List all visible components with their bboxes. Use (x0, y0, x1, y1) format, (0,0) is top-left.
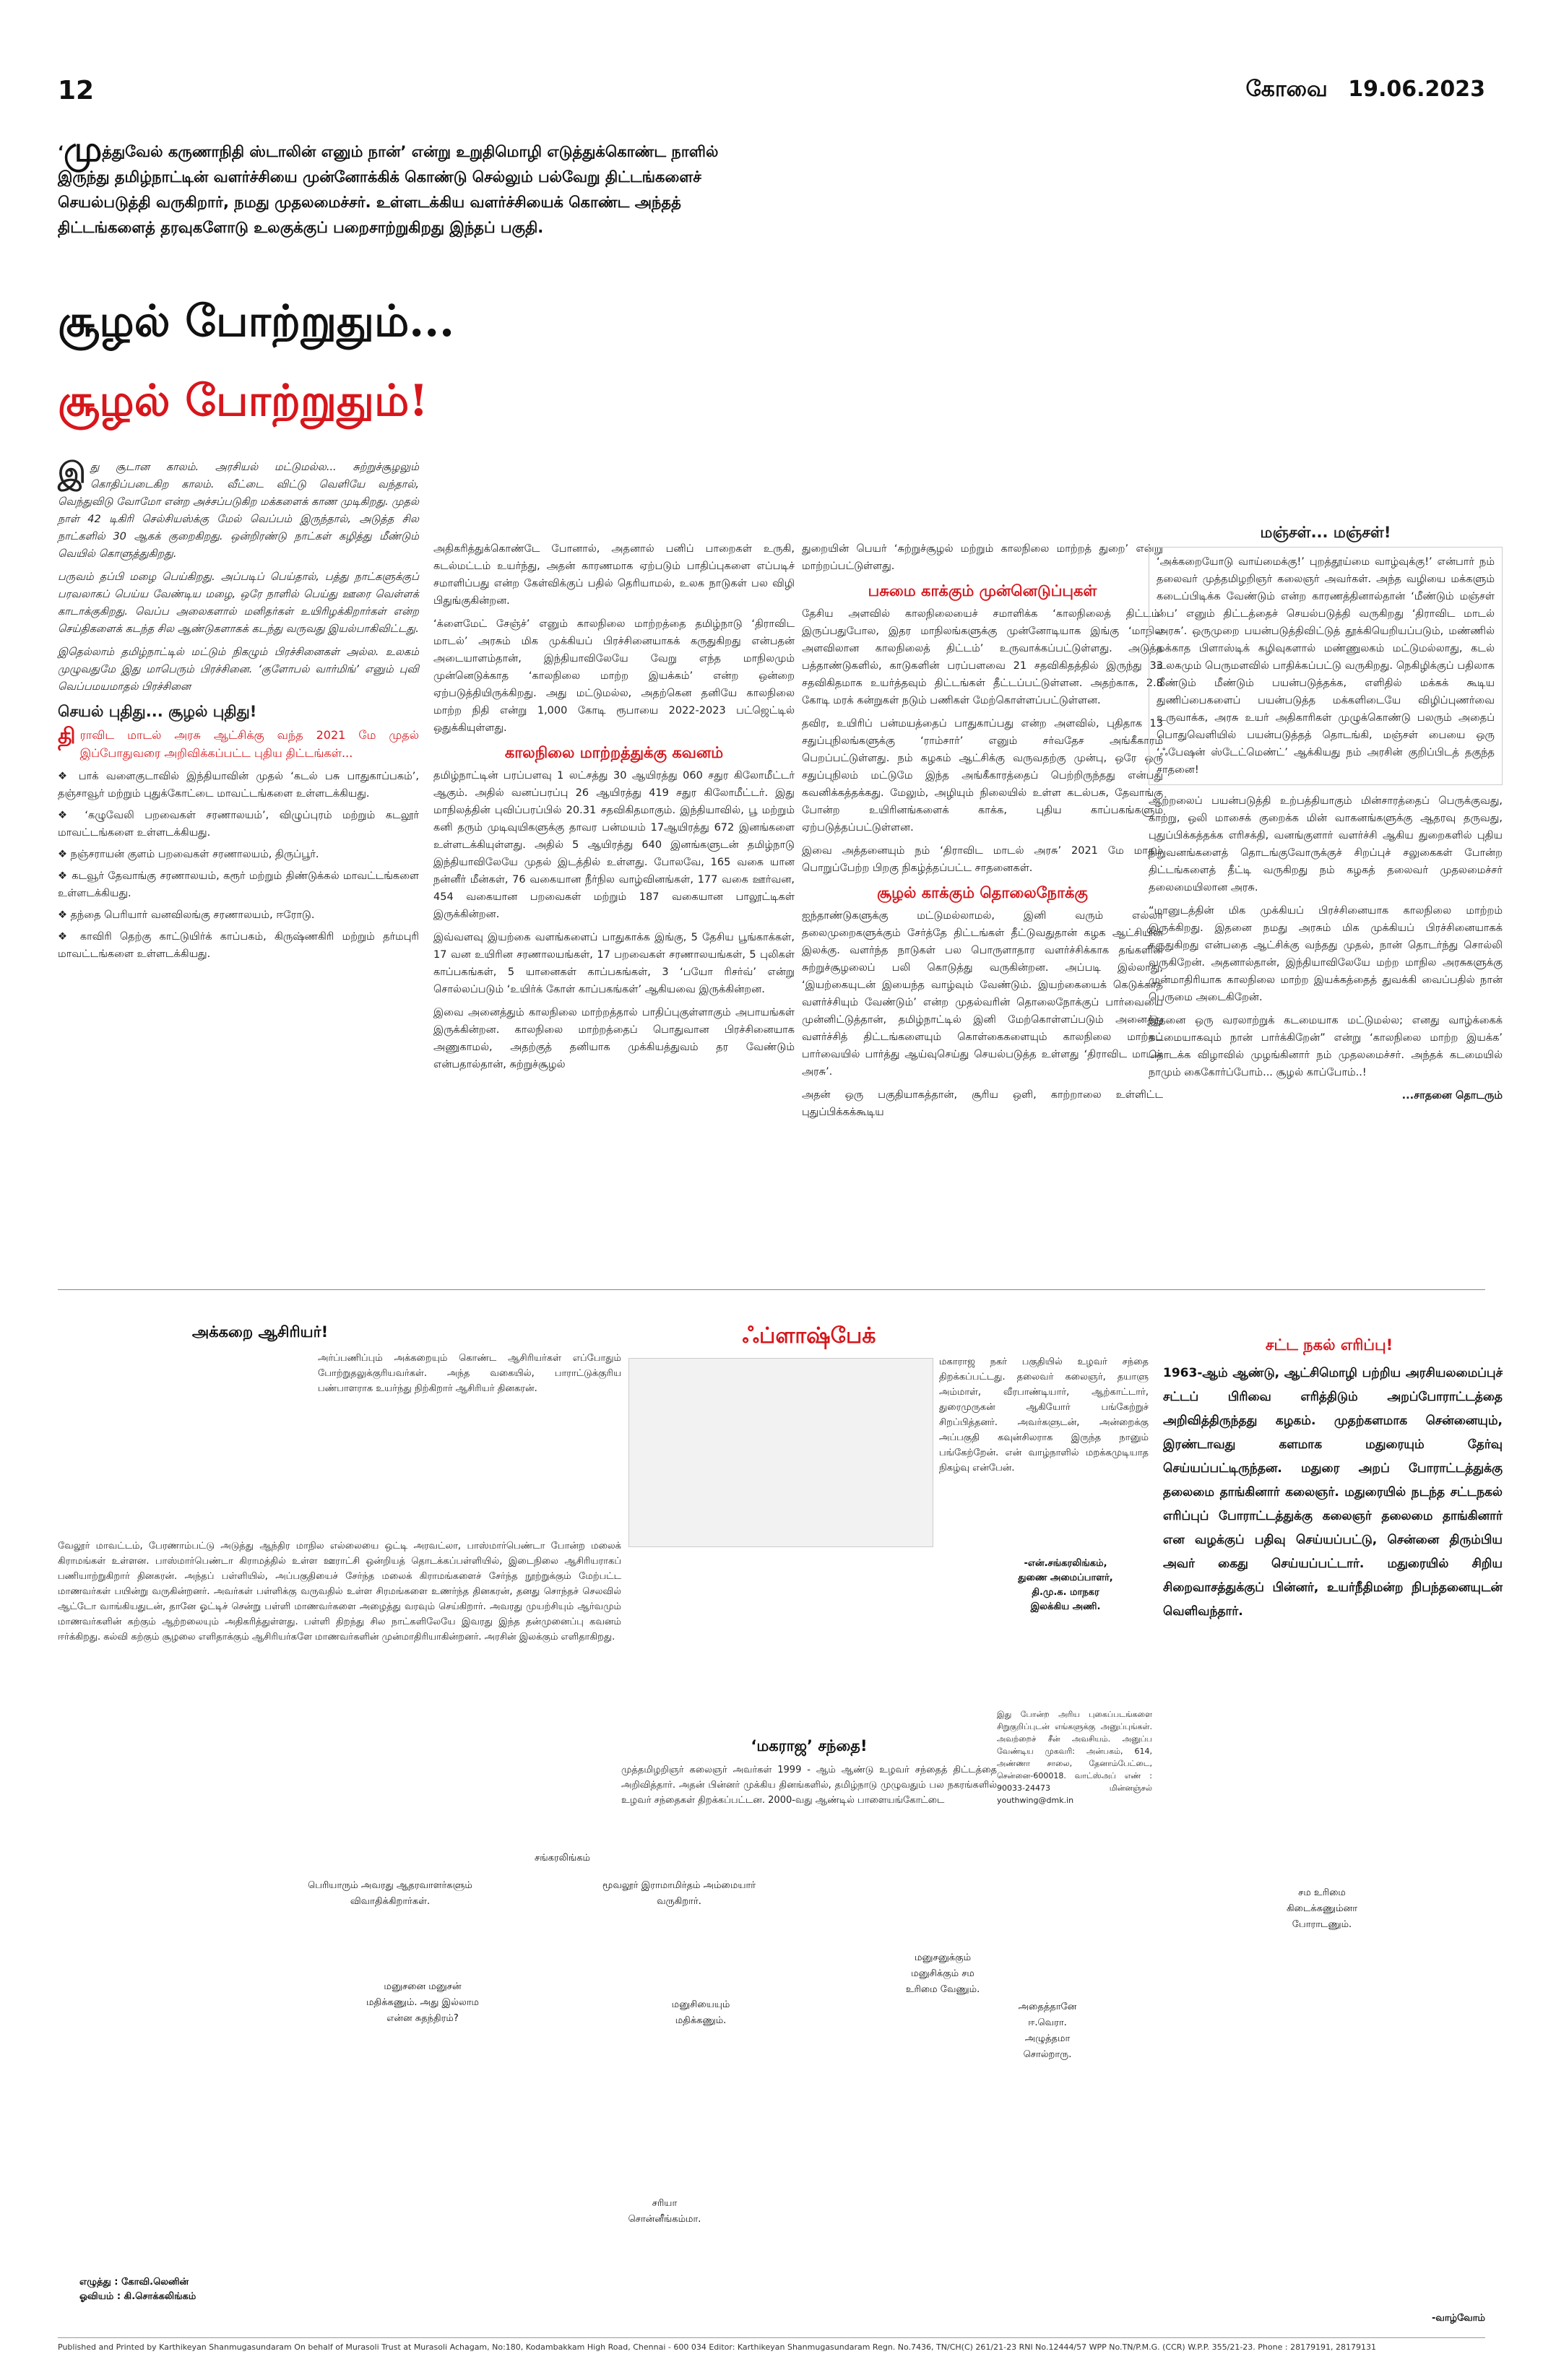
article-column-1 (58, 456, 419, 967)
flashback-photo (628, 1358, 933, 1547)
col3-para-0: துறையின் பெயர் ‘சுற்றுச்சூழல் மற்றும் காலநிலை மாற்றத் துறை’ என்று மாற்றப்பட்டுள்ளது. (802, 543, 1163, 572)
col4-para-3: இதனை ஒரு வரலாற்றுக் கடமையாக மட்டுமல்ல; எனது வாழ்க்கைக் கடமையாகவும் நான் பார்க்கிறேன்” என்று ‘காலநிலை மாற்ற இயக்க’ தொடக்க விழாவில் முழங்கினார் நம் முதலமைச்சர். அந்தக் கடமையில் நாமும் கைகோர்ப்போம்... சூழல் காப்போம்..! (1149, 1015, 1503, 1078)
yellow-bag-box (1149, 547, 1503, 785)
flashback-heading: ஃப்ளாஷ்பேக் (742, 1323, 876, 1349)
intro-paragraph (58, 129, 751, 241)
credit-artist: ஓவியம் : கி.சொக்கலிங்கம் (79, 2291, 196, 2302)
intro-text: த்துவேல் கருணாநிதி ஸ்டாலின் எனும் நான்’ என்று உறுதிமொழி எடுத்துக்கொண்ட நாளில் இருந்து தமிழ்நாட்டின் வளர்ச்சியை முன்னோக்கிக் கொண்டு செல்லும் பல்வேறு திட்டங்களைச் செயல்படுத்தி வருகிறார், நமது முதலமைச்சர். உள்ளடக்கிய வளர்ச்சியைக் கொண்ட அந்தத் திட்டங்களைத் தரவுகளோடு உலகுக்குப் பறைசாற்றுகிறது இந்தப் பகுதி. (58, 143, 719, 236)
section-heading-new-action: செயல் புதிது... சூழல் புதிது! (58, 703, 257, 720)
issue-date: 19.06.2023 (1348, 77, 1485, 102)
photo-caption-name: சங்கரலிங்கம் (535, 1853, 591, 1864)
flashback-signature: -என்.சங்கரலிங்கம், துணை அமைப்பாளர், தி.மு.க. மாநகர இலக்கிய அணி. (1018, 1558, 1113, 1612)
intro-drop: மு (63, 129, 103, 170)
page-number: 12 (58, 76, 95, 105)
panel-heading-law: சட்ட நகல் எரிப்பு! (1265, 1336, 1393, 1354)
flashback-submit-note: இது போன்ற அரிய புகைப்படங்களை சிறுகுறிப்புடன் எங்களுக்கு அனுப்புங்கள். அவற்றைச் சீன் அவசியம். அனுப்ப வேண்டிய முகவரி: அன்பகம், 614, அண்ணா சாலை, தேனாம்பேட்டை, சென்னை-600018. வாட்ஸ்அப் எண் : 90033-24473 மின்னஞ்சல் youthwing@dmk.in (997, 1710, 1152, 1805)
section-heading-green: பசுமை காக்கும் முன்னெடுப்புகள் (868, 582, 1097, 600)
col3-para-1: தேசிய அளவில் காலநிலையைச் சமாளிக்க ‘காலநிலைத் திட்டம்’ இருப்பதுபோல, இதர மாநிலங்களுக்கு முன்னோடியாக இங்கு ‘மாநில அளவிலான காலநிலைத் திட்டம்’ உருவாக்கப்பட்டுள்ளது. அடுத்த பத்தாண்டுகளில், காடுகளின் பரப்பளவை 21 சதவிகிதத்தில் இருந்து 33 சதவிகிதமாக உயர்த்தவும் திட்டங்கள் தீட்டப்பட்டுள்ளன. அதற்காக, 2.8 கோடி மரக் கன்றுகள் நடும் பணிகள் மேற்கொள்ளப்பட்டுள்ளன. (802, 608, 1163, 706)
speech-bubble: மனுசியையும் மதிக்கணும். (671, 1999, 730, 2026)
col1-lead-drop: தி (58, 724, 76, 749)
teacher-story: வேலூர் மாவட்டம், பேரணாம்பட்டு அடுத்து ஆந்திர மாநில எல்லையை ஒட்டி அரவட்லா, பாஸ்மார்பெண்டா போன்ற மலைக் கிராமங்கள் உள்ளன. பாஸ்மார்பெண்டா கிராமத்தில் உள்ள ஊராட்சி ஒன்றியத் தொடக்கப்பள்ளியில், இடைநிலை ஆசிரியராகப் பணியாற்றுகிறார் தினகரன். அந்தப் பள்ளியில், அப்பகுதியைச் சேர்ந்த மலைக் கிராமங்களைச் சேர்ந்த நூற்றுக்கும் மேற்பட்ட மாணவர்கள் பயின்று வருகின்றனர். அவர்கள் பள்ளிக்கு வருவதில் உள்ள சிரமங்களை உணர்ந்த தினகரன், தனது சொந்தச் செலவில் ஆட்டோ வாங்கியதுடன், தானே ஓட்டிச் சென்று பள்ளி மாணவர்களை அழைத்து வரவும் செய்கிறார். அவரது முயற்சியும் ஆர்வமும் மாணவர்களின் கற்கும் ஆற்றலையும் அதிகரித்துள்ளது. பள்ளி திறந்து சில நாட்களிலேயே இவரது இந்த தன்முனைப்பு கவனம் ஈர்க்கிறது. கல்வி கற்கும் சூழலை எளிதாக்கும் ஆசிரியர்களே மாணவர்களின் முன்மாதிரியாகின்றனர். அரசின் இலக்கும் எளிதாகிறது. (58, 1541, 621, 1643)
teacher-intro: அர்ப்பணிப்பும் அக்கறையும் கொண்ட ஆசிரியர்கள் எப்போதும் போற்றுதலுக்குரியவர்கள். அந்த வகையில், பாராட்டுக்குரிய பண்பாளராக உயர்ந்து நிற்கிறார் ஆசிரியர் தினகரன். (318, 1353, 621, 1394)
col1-para-1: து சூடான காலம். அரசியல் மட்டுமல்ல... சுற்றுச்சூழலும் கொதிப்படைகிற காலம். வீட்டை விட்டு வெளியே வந்தால், வெந்துவிடு வோமோ என்ற அச்சப்படுகிற மக்களைக் காண முடிகிறது. முதல் நாள் 42 டிகிரி செல்சியஸ்க்கு மேல் வெப்பம் இருந்தால், அடுத்த சில நாட்களில் 30 ஆகக் குறைகிறது. ஒன்றிரண்டு நாட்கள் கழித்து மீண்டும் வெயில் கொளுத்துகிறது. (58, 462, 419, 560)
speech-bubble: மனுசனுக்கும் மனுசிக்கும் சம உரிமை வேணும். (905, 1952, 980, 1995)
col3-para-5: அதன் ஒரு பகுதியாகத்தான், சூரிய ஒளி, காற்றாலை உள்ளிட்ட புதுப்பிக்கக்கூடிய (802, 1089, 1163, 1118)
bullet-item: ❖ ‘கழுவேலி பறவைகள் சரணாலயம்’, விழுப்புரம் மற்றும் கடலூர் மாவட்டங்களை உள்ளடக்கியது. (58, 810, 419, 839)
col2-para-1: அதிகரித்துக்கொண்டே போனால், அதனால் பனிப் பாறைகள் உருகி, கடல்மட்டம் உயர்ந்து, அதன் காரணமாக ஏற்படும் பாதிப்புகளை எப்படிச் சமாளிப்பது என்ற கேள்விக்குப் பதில் தெரியாமல், உலக நாடுகள் பல விழி பிதுங்குகின்றன. (433, 543, 795, 607)
intro-quote: ‘ (58, 143, 64, 160)
comic-art-area (58, 1878, 1485, 2297)
credit-writer: எழுத்து : கோவி.லெனின் (79, 2277, 189, 2288)
col3-para-3: இவை அத்தனையும் நம் ‘திராவிட மாடல் அரசு’ 2021 மே மாதம் பொறுப்பேற்ற பிறகு நிகழ்த்தப்பட்ட சாதனைகள். (802, 845, 1163, 874)
section-heading-climate: காலநிலை மாற்றத்துக்கு கவனம் (504, 744, 724, 761)
col1-para-2: பருவம் தப்பி மழை பெய்கிறது. அப்படிப் பெய்தால், பத்து நாட்களுக்குப் பரவலாகப் பெய்ய வேண்டிய மழை, ஒரே நாளில் பெய்து ஊரை வெள்ளக் காடாக்குகிறது. வெப்ப அலைகளால் மனிதர்கள் உயிரிழக்கிறார்கள் என்ற செய்திகளைக் கடந்த சில ஆண்டுகளாகக் கடந்து வருவது இயல்பாகிவிட்டது. (58, 571, 419, 635)
flashback-text: மகாராஜ நகர் பகுதியில் உழவர் சந்தை திறக்கப்பட்டது. தலைவர் கலைஞர், தயாளு அம்மாள், வீரபாண்டியார், ஆற்காட்டார், துரைமுருகன் ஆகியோர் பங்கேற்றுச் சிறப்பித்தனர். அவர்களுடன், அன்றைக்கு அப்பகுதி கவுன்சிலராக இருந்த நானும் பங்கேற்றேன். என் வாழ்நாளில் மறக்கமுடியாத நிகழ்வு என்பேன். (939, 1356, 1149, 1474)
col3-para-2: தவிர, உயிரிப் பன்மயத்தைப் பாதுகாப்பது என்ற அளவில், புதிதாக 13 சதுப்புநிலங்களுக்கு ‘ராம்சார்’ எனும் சர்வதேச அங்கீகாரம் பெறப்பட்டுள்ளது. நம் கழகம் ஆட்சிக்கு வருவதற்கு முன்பு, ஒரே ஒரு சதுப்புநிலம் மட்டுமே இந்த அங்கீகாரத்தைப் பெற்றிருந்தது என்பது கவனிக்கத்தக்கது. மேலும், அழியும் நிலையில் உள்ள கடல்பசு, தேவாங்கு போன்ற உயிரினங்களைக் காக்க, புதிய காப்பகங்களும் ஏற்படுத்தப்பட்டுள்ளன. (802, 718, 1163, 834)
edition-label: கோவை (1245, 77, 1328, 102)
article-column-4 (1149, 516, 1503, 1110)
bullet-item: ❖ காவிரி தெற்கு காட்டுயிர்க் காப்பகம், கிருஷ்ணகிரி மற்றும் தர்மபுரி மாவட்டங்களை உள்ளடக்கியது. (58, 931, 419, 960)
article-column-2 (433, 540, 795, 1079)
imprint-line: Published and Printed by Karthikeyan Shanmugasundaram On behalf of Murasoli Trust at Murasoli Achagam, No:180, Kodambakkam High Road, Chennai - 600 034 Editor: Karthikeyan Shanmugasundaram Regn. No.7436, TN/CH(C) 261/21-23 RNI No.12444/57 WPP No.TN/P.M.G. (CCR) W.P.P. 355/21-23. Phone : 28179191, 28179131 (58, 2337, 1485, 2352)
col2-para-5: இவை அனைத்தும் காலநிலை மாற்றத்தால் பாதிப்புகுள்ளாகும் அபாயங்கள் இருக்கின்றன. காலநிலை மாற்றத்தைப் பொதுவான பிரச்சினையாக அணுகாமல், அதற்குத் தனியாக முக்கியத்துவம் தர வேண்டும் என்பதால்தான், சுற்றுச்சூழல் (433, 1007, 795, 1070)
col3-para-4: ஐந்தாண்டுகளுக்கு மட்டுமல்லாமல், இனி வரும் எல்லா தலைமுறைகளுக்கும் சேர்த்தே திட்டங்கள் தீட்டுவதுதான் கழக ஆட்சியின் இலக்கு. வளர்ந்த நாடுகள் பல பொருளாதார வளர்ச்சிக்காக தங்களின் சுற்றுச்சூழலைப் பலி கொடுத்து வருகின்றன. அப்படி இல்லாது, ‘இயற்கையுடன் இயைந்த வாழ்வும் வேண்டும். இயற்கையைக் கெடுக்காத வளர்ச்சியும் வேண்டும்’ என்ற முதல்வரின் தொலைநோக்குப் பார்வையை முன்னிட்டுத்தான், தமிழ்நாட்டில் இனி மேற்கொள்ளப்படும் அனைத்து வளர்ச்சித் திட்டங்களையும் கொள்கைகளையும் காலநிலை மாற்றப் பார்வையில் பார்த்து ஆய்வுசெய்து செயல்படுத்த உள்ளது ‘திராவிட மாடல் அரசு’. (802, 910, 1163, 1078)
col4-para-1: ஆற்றலைப் பயன்படுத்தி உற்பத்தியாகும் மின்சாரத்தைப் பெருக்குவது, காற்று, ஒலி மாசைக் குறைக்க மின் வாகனங்களுக்கு ஆதரவு தருவது, புதுப்பிக்கத்தக்க எரிசக்தி, வனங்குளார் வளர்ச்சி ஆகிய துறைகளில் புதிய நிறுவனங்களைத் தொடங்குவோருக்குச் சிறப்புச் சலுகைகள் போன்ற திட்டங்களைத் தீட்டி வருகிறது நம் கழகத் தலைவர் முதலமைச்சர் தலைமையிலான அரசு. (1149, 795, 1503, 893)
col1-lead: ராவிட மாடல் அரசு ஆட்சிக்கு வந்த 2021 மே முதல் இப்போதுவரை அறிவிக்கப்பட்ட புதிய திட்டங்கள்... (79, 728, 419, 760)
speech-bubble: சரியா சொன்னீங்கம்மா. (628, 2198, 701, 2225)
speech-bubble: சம உரிமை கிடைக்கணும்னா போராடணும். (1286, 1887, 1358, 1930)
col2-para-4: இவ்வளவு இயற்கை வளங்களைப் பாதுகாக்க இங்கு, 5 தேசிய பூங்காக்கள், 17 வன உயிரின சரணாலயங்கள், 17 பறவைகள் சரணாலயங்கள், 5 புலிகள் காப்பகங்கள், 5 யானைகள் காப்பகங்கள், 3 ‘பயோ ரிசர்வ்’ என்று சொல்லப்படும் ‘உயிர்க் கோள் காப்பகங்கள்’ ஆகியவை இருக்கின்றன. (433, 932, 795, 995)
headline-line2: சூழல் போற்றுதும்! (58, 376, 428, 426)
col1-drop: இ (58, 456, 86, 490)
speech-bubble: மூவலூர் இராமாமிர்தம் அம்மையார் வருகிறார். (602, 1880, 756, 1907)
col4-para-2: “மானுடத்தின் மிக முக்கியப் பிரச்சினையாக காலநிலை மாற்றம் இருக்கிறது. இதனை நமது அரசும் மிக முக்கியப் பிரச்சினையாகக் கருதுகிறது என்பதை ஆட்சிக்கு வந்தது முதல், நான் தொடர்ந்து சொல்லி வருகிறேன். அதனால்தான், இந்தியாவிலேயே மற்ற மாநில அரசுகளுக்கு முன்மாதிரியாக காலநிலை மாற்ற இயக்கத்தைத் துவக்கி வைப்பதில் நான் பெருமை அடைகிறேன். (1149, 905, 1503, 1003)
maharaja-heading: ‘மகராஜ’ சந்தை! (751, 1737, 868, 1754)
masthead-date (1232, 77, 1485, 105)
speech-bubble: பெரியாரும் அவரது ஆதரவாளர்களும் விவாதிக்கிறார்கள். (308, 1880, 472, 1907)
bullet-item: ❖ தந்தை பெரியார் வனவிலங்கு சரணாலயம், ஈரோடு. (58, 909, 315, 921)
panel-heading-teacher: அக்கறை ஆசிரியர்! (191, 1323, 329, 1341)
col4-box-text: ‘அக்கறையோடு வாய்மைக்கு!’ புறத்தூய்மை வாழ்வுக்கு!’ என்பார் நம் தலைவர் முத்தமிழறிஞர் கலைஞர் அவர்கள். அந்த வழியை மக்களும் கடைப்பிடிக்க வேண்டும் என்ற காரணத்தினால்தான் ‘மீண்டும் மஞ்சள் பை’ எனும் திட்டத்தைச் செயல்படுத்தி வருகிறது ‘திராவிட மாடல் அரசு’. ஒருமுறை பயன்படுத்திவிட்டுத் தூக்கியெறியப்படும், மண்ணில் மக்காத பிளாஸ்டிக் கழிவுகளால் மண்ணுலகம் மட்டுமல்லாது, கடல் உலகமும் பெருமளவில் பாதிக்கப்பட்டு வருகிறது. நெகிழிக்குப் பதிலாக மீண்டும் மீண்டும் பயன்படுத்தக்க, எளிதில் மக்கக் கூடிய துணிப்பைகளைப் பயன்படுத்த மக்களிடையே விழிப்புணர்வை உருவாக்க, அரசு உயர் அதிகாரிகள் முழுக்கொண்டு பலரும் அதைப் பொதுவெளியில் பயன்படுத்தத் தொடங்கி, மஞ்சள் பையை ஒரு ‘ஃபேஷன் ஸ்டேட்மெண்ட்’ ஆக்கியது நம் அரசின் குறிப்பிடத் தகுந்த சாதனை! (1157, 556, 1495, 776)
headline-line1: சூழல் போற்றுதும்... (58, 296, 454, 347)
bullet-item: ❖ நஞ்சராயன் குளம் பறவைகள் சரணாலயம், திருப்பூர். (58, 849, 319, 860)
continued-note: ...சாதனை தொடரும் (1401, 1090, 1503, 1102)
section-heading-vision: சூழல் காக்கும் தொலைநோக்கு (877, 884, 1088, 901)
speech-bubble: அதைத்தானே ஈ.வெரா. அழுத்தமா சொல்றாரு. (1018, 2002, 1077, 2060)
article-column-3 (802, 540, 1163, 1127)
bullet-item: ❖ கடவூர் தேவாங்கு சரணாலயம், கரூர் மற்றும் திண்டுக்கல் மாவட்டங்களை உள்ளடக்கியது. (58, 870, 419, 899)
col2-para-3: தமிழ்நாட்டின் பரப்பளவு 1 லட்சத்து 30 ஆயிரத்து 060 சதுர கிலோமீட்டர் ஆகும். அதில் வனப்பரப்பு 26 ஆயிரத்து 419 சதுர கிலோமீட்டர். இது மாநிலத்தின் புவிப்பரப்பில் 20.31 சதவிகிதமாகும். இந்தியாவில், பூ மற்றும் கனி தரும் முடிவுயிகளுக்கு தாவர பன்மயம் 17ஆயிரத்து 672 இனங்களை உள்ளடக்கியுள்ளது. அதில் 5 ஆயிரத்து 640 இனங்களுடன் தமிழ்நாடு இந்தியாவிலேயே முதல் இடத்தில் உள்ளது. போலவே, 165 வகை யான நன்னீர் மீன்கள், 76 வகையான நீர்நில வாழ்வினங்கள், 177 வகை ஊர்வன, 454 வகையான பறவைகள் மற்றும் 187 வகையான பாலூட்டிகள் இருக்கின்றன. (433, 770, 795, 920)
col1-para-3: இதெல்லாம் தமிழ்நாட்டில் மட்டும் நிகழும் பிரச்சினைகள் அல்ல. உலகம் முழுவதுமே இது மாபெரும் பிரச்சினை. ‘குளோபல் வார்மிங்’ எனும் புவி வெப்பமயமாதல் பிரச்சினை (58, 646, 419, 693)
bullet-item: ❖ பாக் வளைகுடாவில் இந்தியாவின் முதல் ‘கடல் பசு பாதுகாப்பகம்’, தஞ்சாவூர் மற்றும் புதுக்கோட்டை மாவட்டங்களை உள்ளடக்கியது. (58, 771, 419, 800)
maharaja-text: முத்தமிழறிஞர் கலைஞர் அவர்கள் 1999 - ஆம் ஆண்டு உழவர் சந்தைத் திட்டத்தை அறிவித்தார். அதன் பின்னர் முக்கிய தினங்களில், தமிழ்நாடு முழுவதும் பல நகரங்களில் உழவர் சந்தைகள் திறக்கப்பட்டன. 2000-வது ஆண்டில் பாளையங்கோட்டை (621, 1765, 997, 1806)
continues-label: -வாழ்வோம் (1431, 2313, 1485, 2324)
law-burning-text: 1963-ஆம் ஆண்டு, ஆட்சிமொழி பற்றிய அரசியலமைப்புச் சட்டப் பிரிவை எரித்திடும் அறப்போராட்டத்தை அறிவித்திருந்தது கழகம். முதற்களமாக சென்னையும், இரண்டாவது களமாக மதுரையும் தேர்வு செய்யப்பட்டிருந்தன. மதுரை அறப் போராட்டத்துக்கு தலைமை தாங்கினார் கலைஞர். மதுரையில் நடந்த சட்டநகல் எரிப்புப் போராட்டத்துக்கு கலைஞர் தலைமை தாங்கினார் என வழக்குப் பதிவு செய்யப்பட்டு, சென்னை திரும்பிய அவர் கைது செய்யப்பட்டார். மதுரையில் சிறிய சிறைவாசத்துக்குப் பின்னர், உயர்நீதிமன்ற நிபந்தனையுடன் வெளிவந்தார். (1163, 1366, 1503, 1619)
section-divider (58, 1289, 1485, 1290)
section-heading-yellow: மஞ்சள்... மஞ்சள்! (1260, 524, 1391, 541)
col2-para-2: ‘க்ளைமேட் சேஞ்ச்’ எனும் காலநிலை மாற்றத்தை தமிழ்நாடு ‘திராவிட மாடல்’ அரசும் மிக முக்கியப் பிரச்சினையாகக் கருதுகிறது என்பதன் அடையாளம்தான், இந்தியாவிலேயே வேறு எந்த மாநிலமும் முன்னெடுக்காத ‘காலநிலை மாற்ற இயக்கம்’ என்ற ஒன்றை ஏற்படுத்தியிருக்கிறது. அது மட்டுமல்ல, அதற்கென தனியே காலநிலை மாற்ற நிதி என்று 1,000 கோடி ரூபாயை 2022-2023 பட்ஜெட்டில் ஒதுக்கியுள்ளது. (433, 618, 795, 734)
speech-bubble: மனுசனை மனுசன் மதிக்கணும். அது இல்லாம என்ன சுதந்திரம்? (366, 1981, 480, 2024)
